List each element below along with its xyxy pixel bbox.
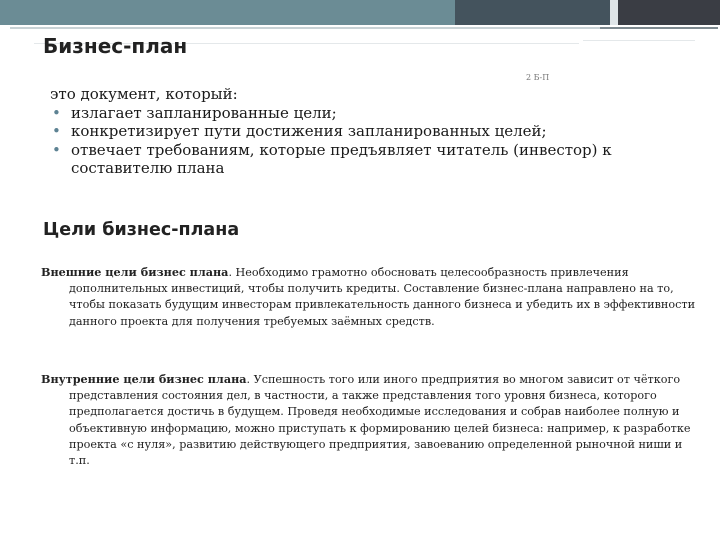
slide-number: 2 Б-П [526,73,550,82]
section-title: Цели бизнес-плана [43,220,240,240]
title-underline-right [583,40,695,41]
decorative-top-bar [0,0,720,25]
top-bar-light-gap [610,0,618,25]
list-item [50,141,680,178]
paragraph-text: . Необходимо грамотно обосновать целесообразность привлечения дополнительных инвестиций, чтобы получить кредиты. Составление бизнес-плана направлено на то, чтобы показать будущим инвесторам привлекательность данного бизнеса и убедить их в эффективности данного проекта для получения требуемых заёмных средств. [69,266,696,328]
bullet-icon: • [52,122,61,140]
definition-intro: это документ, который: [50,85,238,103]
list-item-text: отвечает требованиям, которые предъявляет читатель (инвестор) к составителю плана [71,140,612,177]
bullet-icon: • [52,103,61,122]
top-bar-teal-segment [0,0,455,25]
paragraph-lead: Внешние цели бизнес плана [41,265,229,279]
slide-title: Бизнес-план [43,34,188,58]
paragraph-text: . Успешность того или иного предприятия во многом зависит от чёткого представления состояния дел, в частности, а также представления того уровня бизнеса, которого предполагается достичь в будущем. Проведя необходимые исследования и собрав наиболее полную и объективную информацию, можно приступать к формированию целей бизнеса: например, к разработке проекта «с нуля», развитию действующего предприятия, завоеванию определенной рыночной ниши и т.п. [69,373,691,468]
top-bar-slate-segment [455,0,610,25]
list-item [50,122,680,141]
definition-block [50,85,680,178]
top-bar-dark-segment [618,0,720,25]
list-item-text: конкретизирует пути достижения запланированных целей; [71,122,547,140]
internal-goals-paragraph [41,371,701,469]
definition-list [50,104,680,178]
header-rule-accent [600,27,718,29]
list-item [50,104,680,123]
bullet-icon: • [52,140,61,159]
list-item-text: излагает запланированные цели; [71,103,337,122]
paragraph-lead: Внутренние цели бизнес плана [41,372,247,386]
external-goals-paragraph [41,264,701,330]
